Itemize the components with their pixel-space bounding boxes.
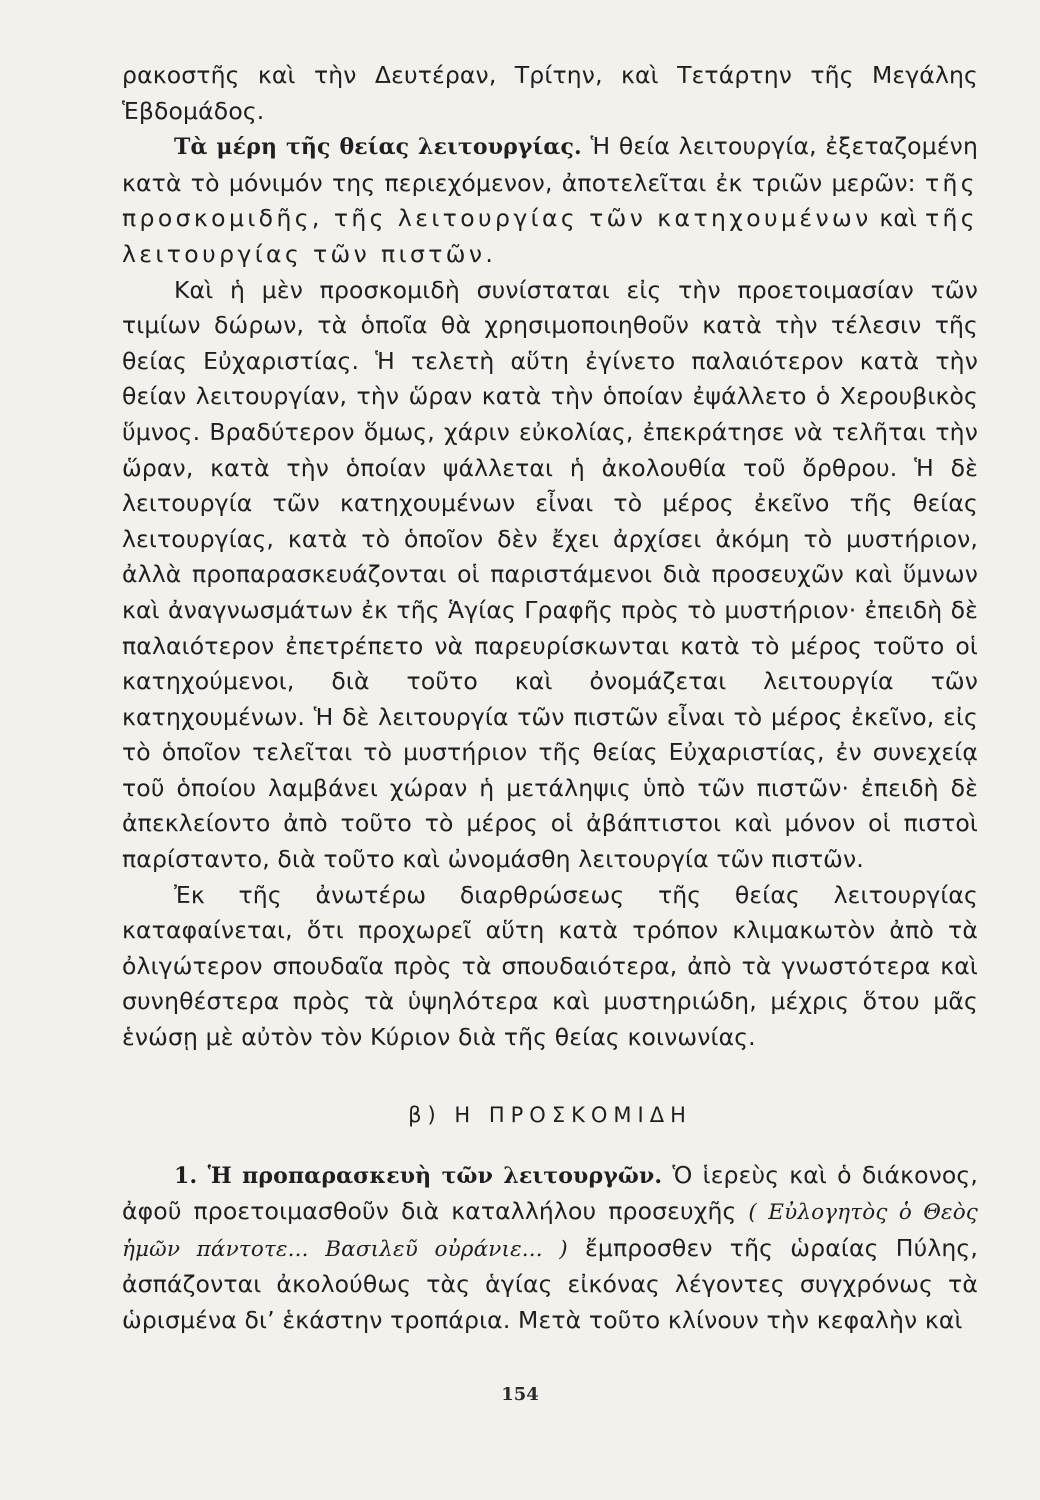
paragraph-preparation [122, 1158, 978, 1339]
section-heading: β) Η ΠΡΟΣΚΟΜΙΔΗ [408, 1102, 692, 1127]
italic-prayer-text: ( Εὐλογητὸς ὁ Θεὸς ἡμῶν πάντοτε... Βασιλεῦ οὐράνιε... ) [122, 1200, 978, 1262]
inline-heading-parts: Τὰ μέρη τῆς θείας λειτουργίας. [174, 134, 582, 161]
spaced-text: τῆς προσκομιδῆς, τῆς λειτουργίας τῶν κατηχουμένων [122, 168, 978, 233]
paragraph-structure: Ἐκ τῆς ἀνωτέρω διαρθρώσεως τῆς θείας λειτουργίας καταφαίνεται, ὅτι προχωρεῖ αὕτη κατὰ τρόπον κλιμακωτὸν ἀπὸ τὰ ὀλιγώτερον σπουδαῖα πρὸς τὰ σπουδαιότερα, ἀπὸ τὰ γνωστότερα καὶ συνηθέστερα πρὸς τὰ ὑψηλότερα καὶ μυστηριώδη, μέχρις ὅτου μᾶς ἑνώσῃ μὲ αὐτὸν τὸν Κύριον διὰ τῆς θείας κοινωνίας. [122, 880, 978, 1052]
paragraph-parts-of-liturgy [122, 129, 978, 272]
page-number: 154 [501, 1384, 539, 1405]
spaced-text: τῆς λειτουργίας τῶν πιστῶν. [122, 204, 978, 268]
paragraph-text: ἔμπροσθεν τῆς ὡραίας Πύλης, ἀσπάζονται ἀκολούθως τὰς ἁγίας εἰκόνας λέγοντες συγχρόνως τὰ ὡρισμένα δι’ ἑκάστην τροπάρια. Μετὰ τοῦτο κλίνουν τὴν κεφαλὴν καὶ [122, 1233, 978, 1334]
paragraph-continuation: ρακοστῆς καὶ τὴν Δευτέραν, Τρίτην, καὶ Τετάρτην τῆς Μεγάλης Ἑβδομάδος. [122, 61, 978, 125]
paragraph-text: Ἡ θεία λειτουργία, ἐξεταζομένη κατὰ τὸ μόνιμόν της περιεχόμενον, ἀποτελεῖται ἐκ τριῶν μερῶν: [122, 132, 978, 197]
inline-heading-preparation: 1. Ἡ προπαρασκευὴ τῶν λειτουργῶν. [174, 1162, 663, 1189]
paragraph-text: καὶ [871, 204, 925, 233]
paragraph-text: Ὁ ἱερεὺς καὶ ὁ διάκονος, ἀφοῦ προετοιμασθοῦν διὰ καταλλήλου προσευχῆς [122, 1160, 978, 1226]
paragraph-proskomide: Καὶ ἡ μὲν προσκομιδὴ συνίσταται εἰς τὴν προετοιμασίαν τῶν τιμίων δώρων, τὰ ὁποῖα θὰ χρησιμοποιηθοῦν κατὰ τὴν τέλεσιν τῆς θείας Εὐχαριστίας. Ἡ τελετὴ αὕτη ἐγίνετο παλαιότερον κατὰ τὴν θείαν λειτουργίαν, τὴν ὥραν κατὰ τὴν ὁποίαν ἐψάλλετο ὁ Χερουβικὸς ὕμνος. Βραδύτερον ὅμως, χάριν εὐκολίας, ἐπεκράτησε νὰ τελῆται τὴν ὥραν, κατὰ τὴν ὁποίαν ψάλλεται ἡ ἀκολουθία τοῦ ὄρθρου. Ἡ δὲ λειτουργία τῶν κατηχουμένων εἶναι τὸ μέρος ἐκεῖνο τῆς θείας λειτουργίας, κατὰ τὸ ὁποῖον δὲν ἔχει ἀρχίσει ἀκόμη τὸ μυστήριον, ἀλλὰ προπαρασκευάζονται οἱ παριστάμενοι διὰ προσευχῶν καὶ ὕμνων καὶ ἀναγνωσμάτων ἐκ τῆς Ἁγίας Γραφῆς πρὸς τὸ μυστήριον· ἐπειδὴ δὲ παλαιότερον ἐπετρέπετο νὰ παρευρίσκωνται κατὰ τὸ μέρος τοῦτο οἱ κατηχούμενοι, διὰ τοῦτο καὶ ὀνομάζεται λειτουργία τῶν κατηχουμένων. Ἡ δὲ λειτουργία τῶν πιστῶν εἶναι τὸ μέρος ἐκεῖνο, εἰς τὸ ὁποῖον τελεῖται τὸ μυστήριον τῆς θείας Εὐχαριστίας, ἐν συνεχείᾳ τοῦ ὁποίου λαμβάνει χώραν ἡ μετάληψις ὑπὸ τῶν πιστῶν· ἐπειδὴ δὲ ἀπεκλείοντο ἀπὸ τοῦτο τὸ μέρος οἱ ἀβάπτιστοι καὶ μόνον οἱ πιστοὶ παρίσταντο, διὰ τοῦτο καὶ ὠνομάσθη λειτουργία τῶν πιστῶν. [122, 275, 978, 874]
body-text [122, 58, 978, 1339]
